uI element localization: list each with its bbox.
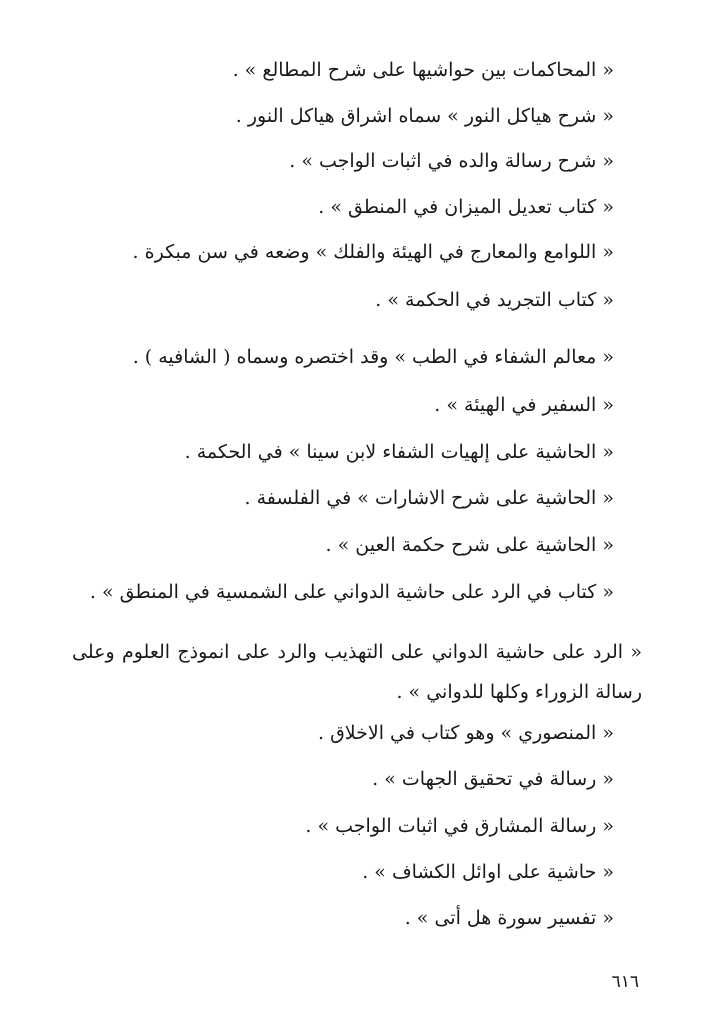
entry-line: « حاشية على اوائل الكشاف » . xyxy=(362,861,614,883)
entry-line: « رسالة في تحقيق الجهات » . xyxy=(372,768,614,790)
entry-line: « كتاب التجريد في الحكمة » . xyxy=(375,289,614,311)
entry-line: « شرح رسالة والده في اثبات الواجب » . xyxy=(289,150,614,172)
entry-line: « كتاب في الرد على حاشية الدواني على الشمسية في المنطق » . xyxy=(89,581,614,603)
entry-line: « معالم الشفاء في الطب » وقد اختصره وسماه ( الشافيه ) . xyxy=(132,346,614,368)
entry-line: « الحاشية على إلهيات الشفاء لابن سينا » في الحكمة . xyxy=(184,441,614,463)
entry-line: « شرح هياكل النور » سماه اشراق هياكل النور . xyxy=(235,105,614,127)
entry-line: « المنصوري » وهو كتاب في الاخلاق . xyxy=(317,722,614,744)
entry-line: « كتاب تعديل الميزان في المنطق » . xyxy=(318,196,614,218)
entry-line: « اللوامع والمعارج في الهيئة والفلك » وضعه في سن مبكرة . xyxy=(132,241,614,263)
entry-paragraph: « الرد على حاشية الدواني على التهذيب والرد على انموذج العلوم وعلى رسالة الزوراء وكلها للدواني » . xyxy=(72,641,642,703)
entry-line: « السفير في الهيئة » . xyxy=(434,394,614,416)
entry-line: « رسالة المشارق في اثبات الواجب » . xyxy=(305,815,614,837)
entry-line: « المحاكمات بين حواشيها على شرح المطالع » . xyxy=(232,59,614,81)
page-number: ٦١٦ xyxy=(611,972,639,992)
entry-line: « الحاشية على شرح الاشارات » في الفلسفة . xyxy=(244,487,614,509)
entry-line: « تفسير سورة هل أتى » . xyxy=(404,907,614,929)
entry-line: « الحاشية على شرح حكمة العين » . xyxy=(325,534,614,556)
